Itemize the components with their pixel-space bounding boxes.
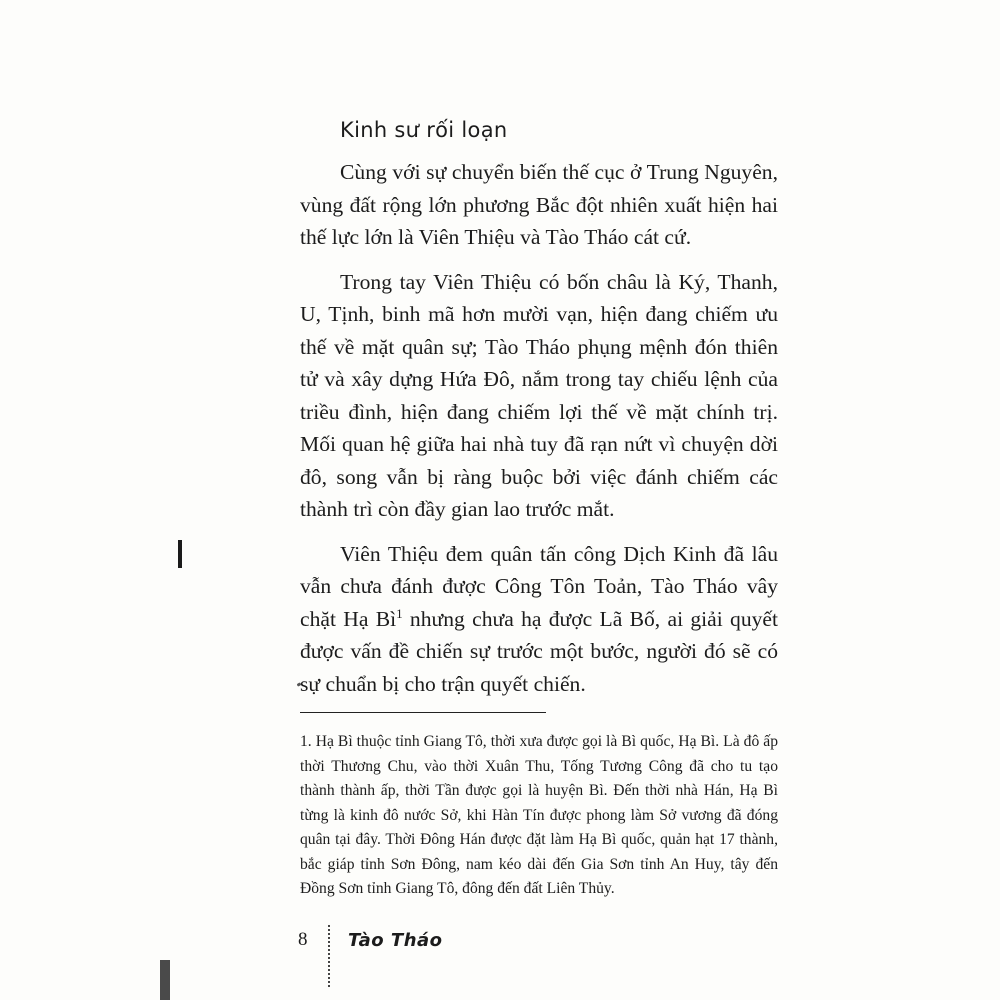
section-title: Kinh sư rối loạn xyxy=(340,118,508,142)
body-text xyxy=(300,156,778,712)
footer-divider xyxy=(328,925,330,987)
paragraph-2: Trong tay Viên Thiệu có bốn châu là Ký, Thanh, U, Tịnh, binh mã hơn mười vạn, hiện đang chiếm ưu thế về mặt quân sự; Tào Tháo phụng mệnh đón thiên tử và xây dựng Hứa Đô, nắm trong tay chiếu lệnh của triều đình, hiện đang chiếm lợi thế về mặt chính trị. Mối quan hệ giữa hai nhà tuy đã rạn nứt vì chuyện dời đô, song vẫn bị ràng buộc bởi việc đánh chiếm các thành trì còn đầy gian lao trước mắt. xyxy=(300,269,778,521)
running-title: Tào Tháo xyxy=(348,930,443,951)
page-footer xyxy=(0,925,1000,985)
footnote-marker: 1 xyxy=(396,605,403,621)
page-number: 8 xyxy=(298,929,308,950)
paragraph-3 xyxy=(300,538,778,701)
footnote: 1. Hạ Bì thuộc tỉnh Giang Tô, thời xưa được gọi là Bì quốc, Hạ Bì. Là đô ấp thời Thương Chu, vào thời Xuân Thu, Tống Tương Công đã cho tu tạo thành thành ấp, thời Tần được gọi là huyện Bì. Đến thời nhà Hán, Hạ Bì từng là kinh đô nước Sở, khi Hàn Tín được phong làm Sở vương đã đóng quân tại đây. Thời Đông Hán được đặt làm Hạ Bì quốc, quản hạt 17 thành, bắc giáp tỉnh Sơn Đông, nam kéo dài đến Gia Sơn tỉnh An Huy, tây đến Đồng Sơn tỉnh Giang Tô, đông đến đất Liên Thủy. xyxy=(300,733,778,897)
paragraph-1: Cùng với sự chuyển biến thế cục ở Trung Nguyên, vùng đất rộng lớn phương Bắc đột nhiên xuất hiện hai thế lực lớn là Viên Thiệu và Tào Tháo cát cứ. xyxy=(300,160,778,249)
paragraph-3-part-1: Viên Thiệu đem quân tấn công Dịch Kinh đã lâu vẫn chưa đánh được Công Tôn Toản, Tào Tháo vây chặt Hạ Bì xyxy=(300,541,778,631)
footnote-separator xyxy=(300,712,546,713)
paragraph-3-part-2: nhưng chưa hạ được Lã Bố, ai giải quyết được vấn đề chiến sự trước một bước, người đó sẽ có sự chuẩn bị cho trận quyết chiến. xyxy=(300,606,779,696)
scan-edge-mark xyxy=(178,540,182,568)
